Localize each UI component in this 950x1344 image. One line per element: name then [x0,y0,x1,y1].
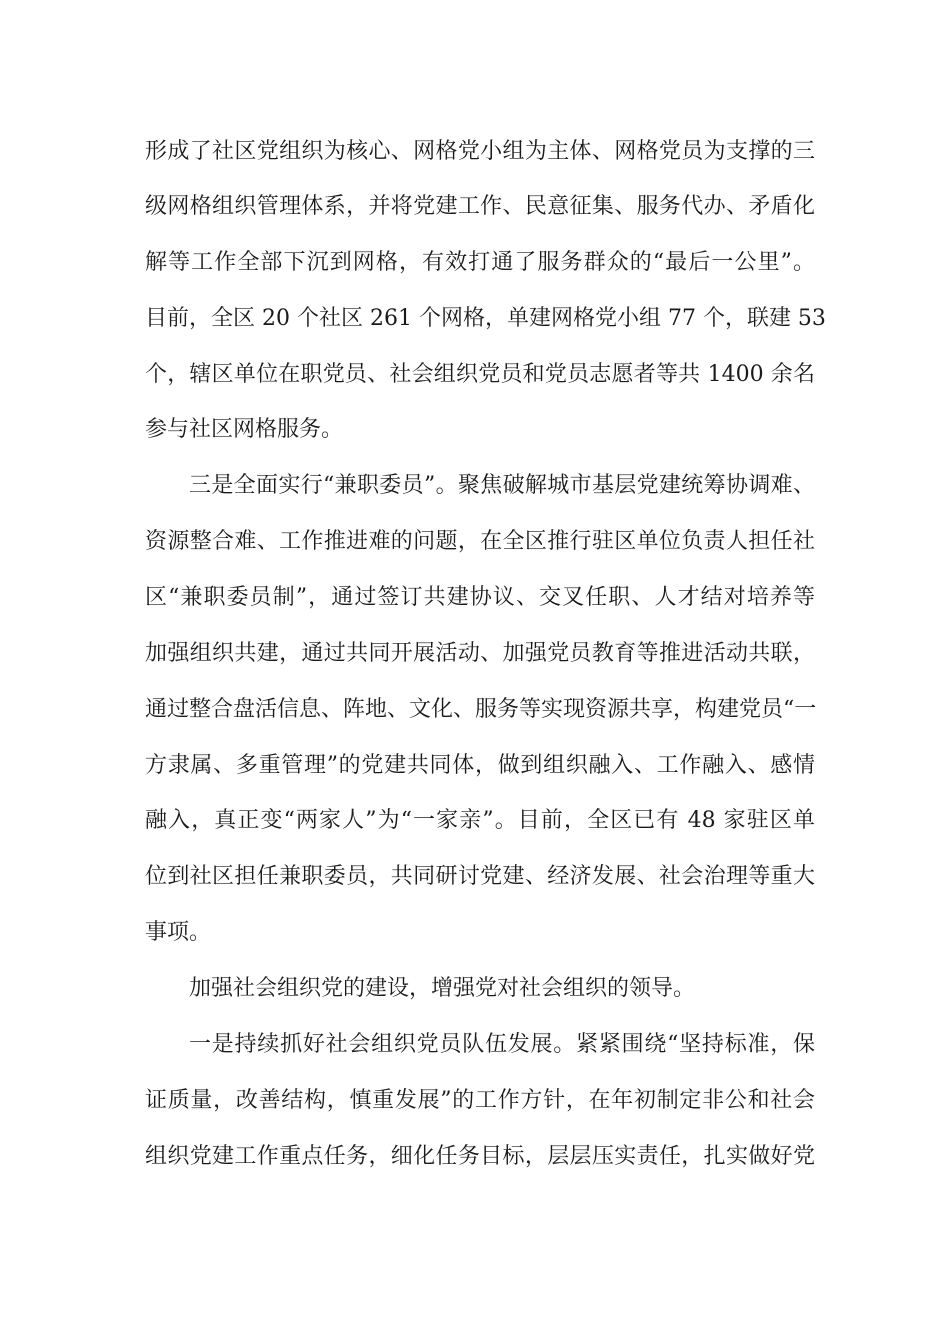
text-line: 方隶属、多重管理”的党建共同体，做到组织融入、工作融入、感情 [145,753,815,778]
text-line: 加强组织共建，通过共同开展活动、加强党员教育等推进活动共联， [145,641,815,666]
text-line: 个，辖区单位在职党员、社会组织党员和党员志愿者等共 1400 余名 [145,362,815,387]
text-line: 级网格组织管理体系，并将党建工作、民意征集、服务代办、矛盾化 [145,194,815,219]
text-line: 通过整合盘活信息、阵地、文化、服务等实现资源共享，构建党员“一 [145,697,817,722]
paragraph-first-line: 一是持续抓好社会组织党员队伍发展。紧紧围绕“坚持标准，保 [189,1032,815,1057]
text-line: 参与社区网格服务。 [145,417,344,442]
text-line: 目前，全区 20 个社区 261 个网格，单建网格党小组 77 个，联建 53 [145,306,826,331]
text-line: 形成了社区党组织为核心、网格党小组为主体、网格党员为支撑的三 [145,139,815,164]
text-line: 融入，真正变“两家人”为“一家亲”。目前，全区已有 48 家驻区单 [145,808,815,833]
text-line: 区“兼职委员制”，通过签订共建协议、交叉任职、人才结对培养等 [145,585,815,610]
text-line: 位到社区担任兼职委员，共同研讨党建、经济发展、社会治理等重大 [145,864,815,889]
section-heading: 加强社会组织党的建设，增强党对社会组织的领导。 [189,976,696,1001]
text-line: 解等工作全部下沉到网格，有效打通了服务群众的“最后一公里”。 [145,250,815,275]
text-line: 事项。 [145,920,212,945]
text-line: 资源整合难、工作推进难的问题，在全区推行驻区单位负责人担任社 [145,529,815,554]
text-line: 证质量，改善结构，慎重发展”的工作方针，在年初制定非公和社会 [145,1088,815,1113]
text-line: 组织党建工作重点任务，细化任务目标，层层压实责任，扎实做好党 [145,1144,815,1169]
paragraph-first-line: 三是全面实行“兼职委员”。聚焦破解城市基层党建统筹协调难、 [189,473,815,498]
